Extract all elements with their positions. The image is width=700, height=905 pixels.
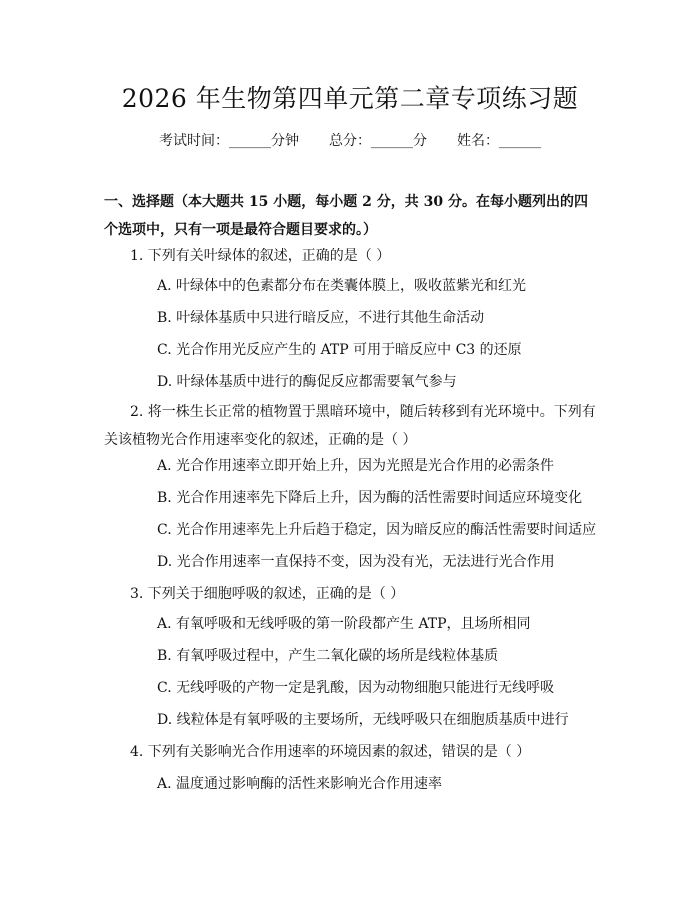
question-1-stem: 1. 下列有关叶绿体的叙述，正确的是（ ） [130, 248, 391, 264]
question-1-option-b: B. 叶绿体基质中只进行暗反应，不进行其他生命活动 [157, 310, 485, 326]
question-1-option-d: D. 叶绿体基质中进行的酶促反应都需要氧气参与 [157, 374, 457, 390]
question-3-option-a: A. 有氧呼吸和无线呼吸的第一阶段都产生 ATP，且场所相同 [157, 616, 531, 632]
question-3-option-d: D. 线粒体是有氧呼吸的主要场所，无线呼吸只在细胞质基质中进行 [157, 712, 569, 728]
question-3-option-b: B. 有氧呼吸过程中，产生二氧化碳的场所是线粒体基质 [157, 648, 499, 664]
question-4-option-a: A. 温度通过影响酶的活性来影响光合作用速率 [157, 776, 443, 792]
question-2-option-b: B. 光合作用速率先下降后上升，因为酶的活性需要时间适应环境变化 [157, 490, 583, 506]
question-2-stem: 2. 将一株生长正常的植物置于黑暗环境中，随后转移到有光环境中。下列有关该植物光合作用速率变化的叙述，正确的是（ ） [104, 404, 596, 448]
total-score-label: 总分：______分 [329, 133, 427, 149]
question-2-option-d: D. 光合作用速率一直保持不变，因为没有光，无法进行光合作用 [157, 554, 555, 570]
question-1-option-a: A. 叶绿体中的色素都分布在类囊体膜上，吸收蓝紫光和红光 [157, 278, 527, 294]
question-2-option-a: A. 光合作用速率立即开始上升，因为光照是光合作用的必需条件 [157, 458, 555, 474]
exam-info-line [0, 131, 700, 151]
question-1-option-c: C. 光合作用光反应产生的 ATP 可用于暗反应中 C3 的还原 [157, 342, 522, 358]
student-name-label: 姓名：______ [457, 133, 541, 149]
exam-time-label: 考试时间：______分钟 [159, 133, 299, 149]
page-title: 2026 年生物第四单元第二章专项练习题 [121, 84, 579, 113]
section-heading: 一、选择题（本大题共 15 小题，每小题 2 分，共 30 分。在每小题列出的四个选项中，只有一项是最符合题目要求的。） [104, 194, 588, 238]
question-4-stem: 4. 下列有关影响光合作用速率的环境因素的叙述，错误的是（ ） [130, 744, 531, 760]
question-3-option-c: C. 无线呼吸的产物一定是乳酸，因为动物细胞只能进行无线呼吸 [157, 680, 555, 696]
question-3-stem: 3. 下列关于细胞呼吸的叙述，正确的是（ ） [130, 586, 405, 602]
question-2-option-c: C. 光合作用速率先上升后趋于稳定，因为暗反应的酶活性需要时间适应 [157, 522, 597, 538]
